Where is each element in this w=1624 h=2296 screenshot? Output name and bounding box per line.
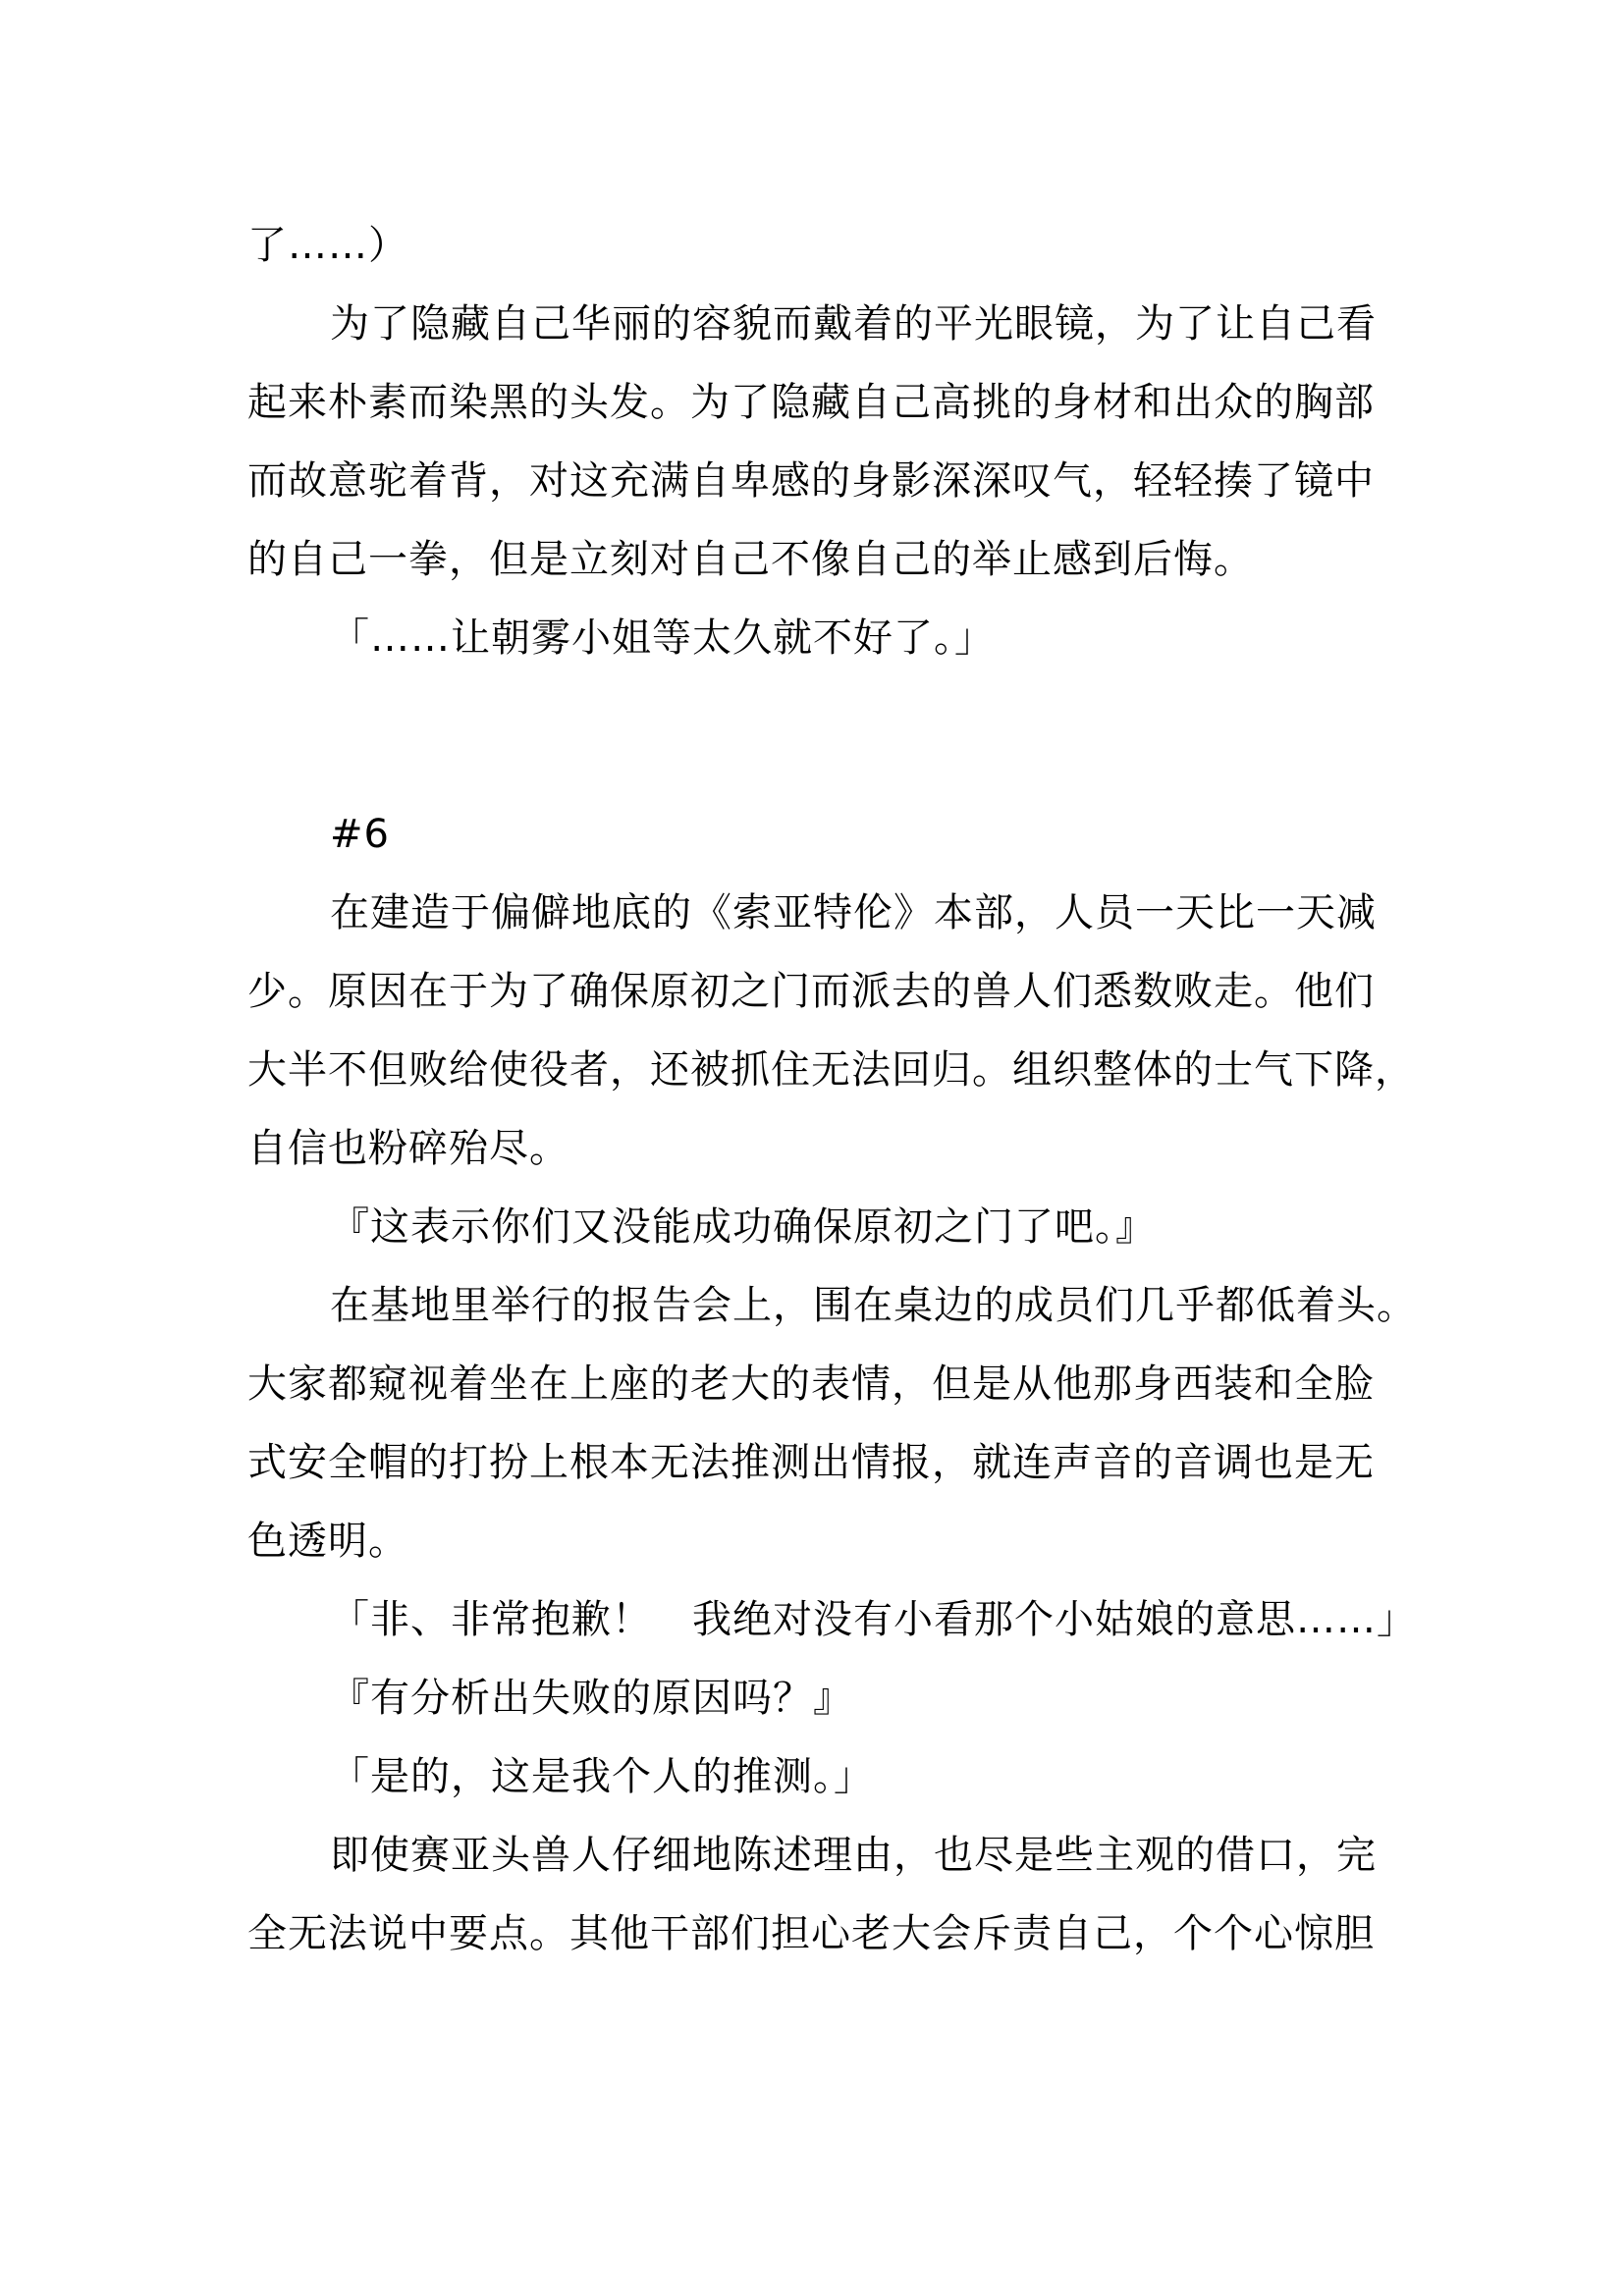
- text-line: 起来朴素而染黑的头发。为了隐藏自己高挑的身材和出众的胸部: [247, 380, 1375, 425]
- text-line: 少。原因在于为了确保原初之门而派去的兽人们悉数败走。他们: [247, 969, 1375, 1014]
- text-line: 的自己一拳，但是立刻对自己不像自己的举止感到后悔。: [247, 537, 1254, 582]
- text-line: 在基地里举行的报告会上，围在桌边的成员们几乎都低着头。: [330, 1283, 1417, 1328]
- text-line: 为了隐藏自己华丽的容貌而戴着的平光眼镜，为了让自己看: [330, 301, 1377, 347]
- text-line: 即使赛亚头兽人仔细地陈述理由，也尽是些主观的借口，完: [330, 1833, 1377, 1878]
- text-line: 「非、非常抱歉！ 我绝对没有小看那个小姑娘的意思……」: [330, 1597, 1417, 1642]
- section-heading: #6: [330, 812, 390, 857]
- text-line: 「……让朝雾小姐等太久就不好了。」: [330, 615, 995, 661]
- text-line: 大半不但败给使役者，还被抓住无法回归。组织整体的士气下降，: [247, 1047, 1415, 1093]
- text-line: 『有分析出失败的原因吗？』: [330, 1676, 853, 1721]
- text-line: 大家都窥视着坐在上座的老大的表情，但是从他那身西装和全脸: [247, 1362, 1375, 1407]
- text-line: 『这表示你们又没能成功确保原初之门了吧。』: [330, 1204, 1156, 1250]
- text-line: 色透明。: [247, 1519, 408, 1564]
- text-line: 在建造于偏僻地底的《索亚特伦》本部，人员一天比一天减: [330, 890, 1377, 935]
- text-line: 而故意驼着背，对这充满自卑感的身影深深叹气，轻轻揍了镜中: [247, 458, 1375, 504]
- text-line: 「是的，这是我个人的推测。」: [330, 1754, 874, 1799]
- text-line: 了……）: [247, 223, 408, 268]
- text-line: 全无法说中要点。其他干部们担心老大会斥责自己，个个心惊胆: [247, 1911, 1375, 1956]
- text-line: 自信也粉碎殆尽。: [247, 1126, 569, 1171]
- text-line: 式安全帽的打扮上根本无法推测出情报，就连声音的音调也是无: [247, 1440, 1375, 1485]
